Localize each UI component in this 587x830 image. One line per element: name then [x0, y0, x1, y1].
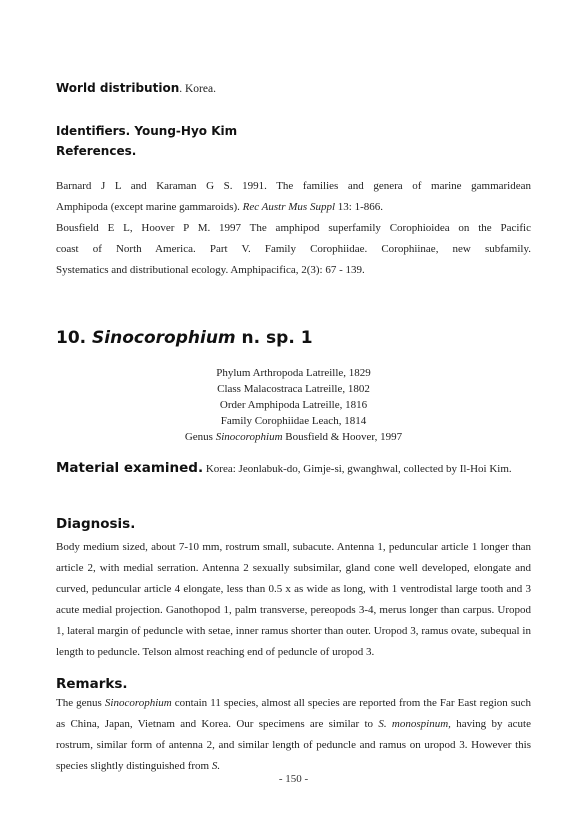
reference-text: 13: 1-866.: [335, 201, 383, 213]
material-examined: [56, 458, 531, 480]
species-number: 10.: [56, 328, 93, 348]
classification-genus: [56, 429, 531, 445]
remarks-text: [56, 693, 531, 777]
diagnosis-text: Body medium sized, about 7-10 mm, rostrum small, subacute. Antenna 1, peduncular article 1 longer than article 2, with medial serration. Antenna 2 sexually subsimilar, gland cone well developed, elongate and curved, peduncular article 4 elongate, less than 0.5 x as wide as long, with 1 ventrodistal large tooth and 3 acute medial projection. Ganothopod 1, palm transverse, pereopods 3-4, merus longer than carpus. Uropod 1, lateral margin of peduncle with setae, inner ramus shorter than outer. Uropod 3, ramus ovate, subequal in length to peduncle. Telson almost reaching end of peduncle of uropod 3.: [56, 541, 531, 658]
references-heading: References.: [56, 144, 137, 158]
journal-name: Rec Austr Mus Suppl: [242, 201, 336, 213]
remarks-heading: Remarks.: [56, 676, 128, 692]
world-distribution: [56, 81, 531, 95]
genus-authority: Bousfield & Hoover, 1997: [282, 431, 403, 443]
classification-family: Family Corophiidae Leach, 1814: [220, 415, 367, 427]
page-number: - 150 -: [278, 773, 309, 785]
identifiers-line: Identifiers. Young-Hyo Kim: [56, 124, 238, 138]
material-label: Material examined.: [56, 460, 204, 476]
world-distribution-label: World distribution: [56, 81, 180, 95]
world-distribution-text: . Korea.: [179, 83, 216, 95]
reference-line: [56, 197, 531, 218]
species-suffix: n. sp. 1: [235, 328, 313, 348]
material-text: Korea: Jeonlabuk-do, Gimje-si, gwanghwal, collected by Il-Hoi Kim.: [203, 463, 512, 475]
identifiers-block: [56, 121, 531, 161]
remarks-fragment: The genus: [56, 697, 105, 709]
species-genus: Sinocorophium: [92, 328, 236, 348]
classification-class: Class Malacostraca Latreille, 1802: [217, 383, 370, 395]
genus-prefix: Genus: [184, 431, 216, 443]
reference-text: Amphipoda (except marine gammaroids).: [56, 201, 243, 213]
reference-line: coast of North America. Part V. Family Corophiidae. Corophiinae, new subfamily.: [56, 243, 531, 255]
reference-line: Systematics and distributional ecology. Amphipacifica, 2(3): 67 - 139.: [56, 264, 365, 276]
reference-line: Barnard J L and Karaman G S. 1991. The families and genera of marine gammaridean: [56, 180, 531, 192]
species-title: [56, 327, 531, 349]
remarks-fragment: having by acute rostrum, similar form of antenna 2, and similar length of peduncle and ramus on uropod 3. However this species slightly distinguished from: [56, 718, 531, 772]
remarks-genus: Sinocorophium: [104, 697, 172, 709]
diagnosis-heading: Diagnosis.: [56, 516, 136, 532]
classification-phylum: Phylum Arthropoda Latreille, 1829: [216, 367, 371, 379]
references-list: [56, 176, 531, 281]
reference-line: Bousfield E L, Hoover P M. 1997 The amphipod superfamily Corophioidea on the Pacific: [56, 222, 531, 234]
classification-order: Order Amphipoda Latreille, 1816: [219, 399, 368, 411]
remarks-species: S.: [211, 760, 221, 772]
genus-name: Sinocorophium: [215, 431, 283, 443]
remarks-fragment: contain 11 species, almost all species are reported from the Far East region such as China, Japan, Vietnam and Korea. Our specimens are similar to: [56, 697, 531, 730]
remarks-species: S. monospinum,: [378, 718, 451, 730]
classification-block: [56, 365, 531, 445]
